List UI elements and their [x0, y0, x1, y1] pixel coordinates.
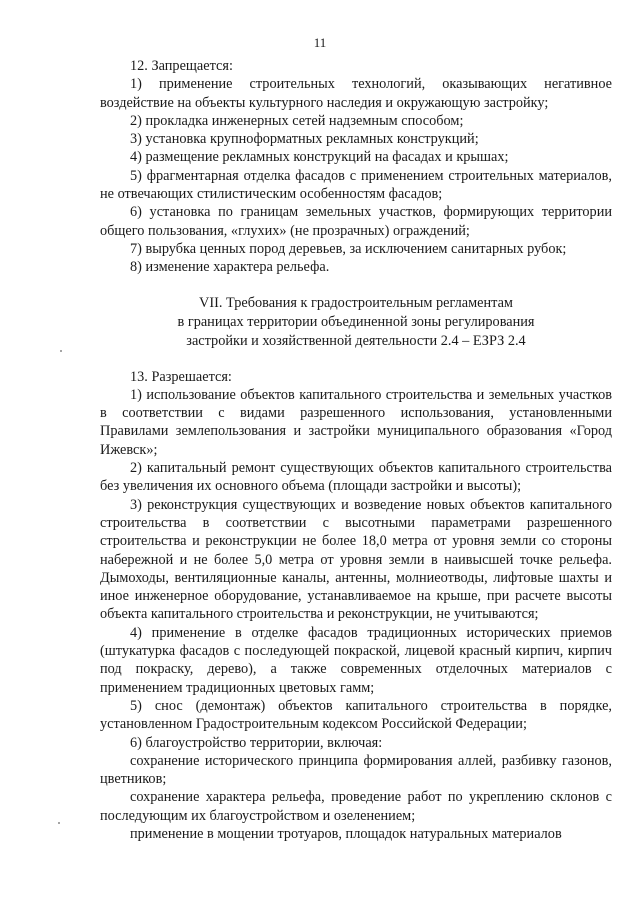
section-12-item: 4) размещение рекламных конструкций на фасадах и крышах; — [130, 149, 509, 166]
section-13-item: 3) реконструкция существующих и возведение новых объектов капитального строительства в соответствии с высотными параметрами разрешенного строительства и реконструкции не более 18,0 метра от уровня земли со стороны набережной и не более 5,0 метра от уровня земли в наивысшей точке рельефа. Дымоходы, вентиляционные каналы, антенны, молниеотводы, лифтовые шахты и иное инженерное оборудование, устанавливаемое на крыше, при расчете высоты объекта капитального строительства и реконструкции, не учитываются; — [100, 496, 612, 623]
scan-speck — [60, 350, 62, 352]
section-12-item: 5) фрагментарная отделка фасадов с применением строительных материалов, не отвечающих стилистическим особенностям фасадов; — [100, 167, 612, 203]
section-12-item: 3) установка крупноформатных рекламных конструкций; — [130, 131, 479, 148]
section-13-subitem: сохранение характера рельефа, проведение работ по укреплению склонов с последующим их благоустройством и озеленением; — [100, 789, 612, 824]
document-body — [100, 57, 612, 843]
section-12-title: 12. Запрещается: — [130, 58, 233, 74]
page-number: 11 — [313, 35, 327, 50]
section-13-title: 13. Разрешается: — [130, 368, 232, 385]
chapter-heading-line: в границах территории объединенной зоны регулирования — [177, 313, 535, 330]
section-12-item: 8) изменение характера рельефа. — [130, 259, 330, 276]
chapter-heading-line: застройки и хозяйственной деятельности 2.4 – ЕЗРЗ 2.4 — [186, 332, 526, 349]
section-13-subitem: сохранение исторического принципа формирования аллей, разбивку газонов, цветников; — [100, 752, 612, 788]
chapter-heading-line: VII. Требования к градостроительным регламентам — [199, 294, 513, 311]
section-12-item: 6) установка по границам земельных участков, формирующих территории общего пользования, «глухих» (не прозрачных) ограждений; — [100, 204, 612, 239]
section-13-item: 5) снос (демонтаж) объектов капитального строительства в порядке, установленном Градостроительным кодексом Российской Федерации; — [100, 697, 612, 733]
section-12-item: 1) применение строительных технологий, оказывающих негативное воздействие на объекты культурного наследия и окружающую застройку; — [100, 76, 612, 111]
section-13-item: 4) применение в отделке фасадов традиционных исторических приемов (штукатурка фасадов с последующей покраской, лицевой красный кирпич, кирпич под покраску, дерево), а также современных отделочных материалов с применением традиционных цветовых гамм; — [100, 624, 612, 696]
scan-speck — [58, 822, 60, 824]
chapter-heading — [100, 294, 612, 351]
section-12-item: 7) вырубка ценных пород деревьев, за исключением санитарных рубок; — [130, 240, 567, 257]
section-13-item: 1) использование объектов капитального строительства и земельных участков в соответствии с видами разрешенного использования, установленными Правилами землепользования и застройки муниципального образования «Город Ижевск»; — [100, 386, 612, 458]
section-13-subitem: применение в мощении тротуаров, площадок натуральных материалов — [130, 825, 562, 842]
section-13-item: 2) капитальный ремонт существующих объектов капитального строительства без увеличения их основного объема (площади застройки и высоты); — [100, 460, 612, 495]
section-12-item: 2) прокладка инженерных сетей надземным способом; — [130, 112, 464, 129]
section-13-item: 6) благоустройство территории, включая: — [130, 734, 383, 751]
